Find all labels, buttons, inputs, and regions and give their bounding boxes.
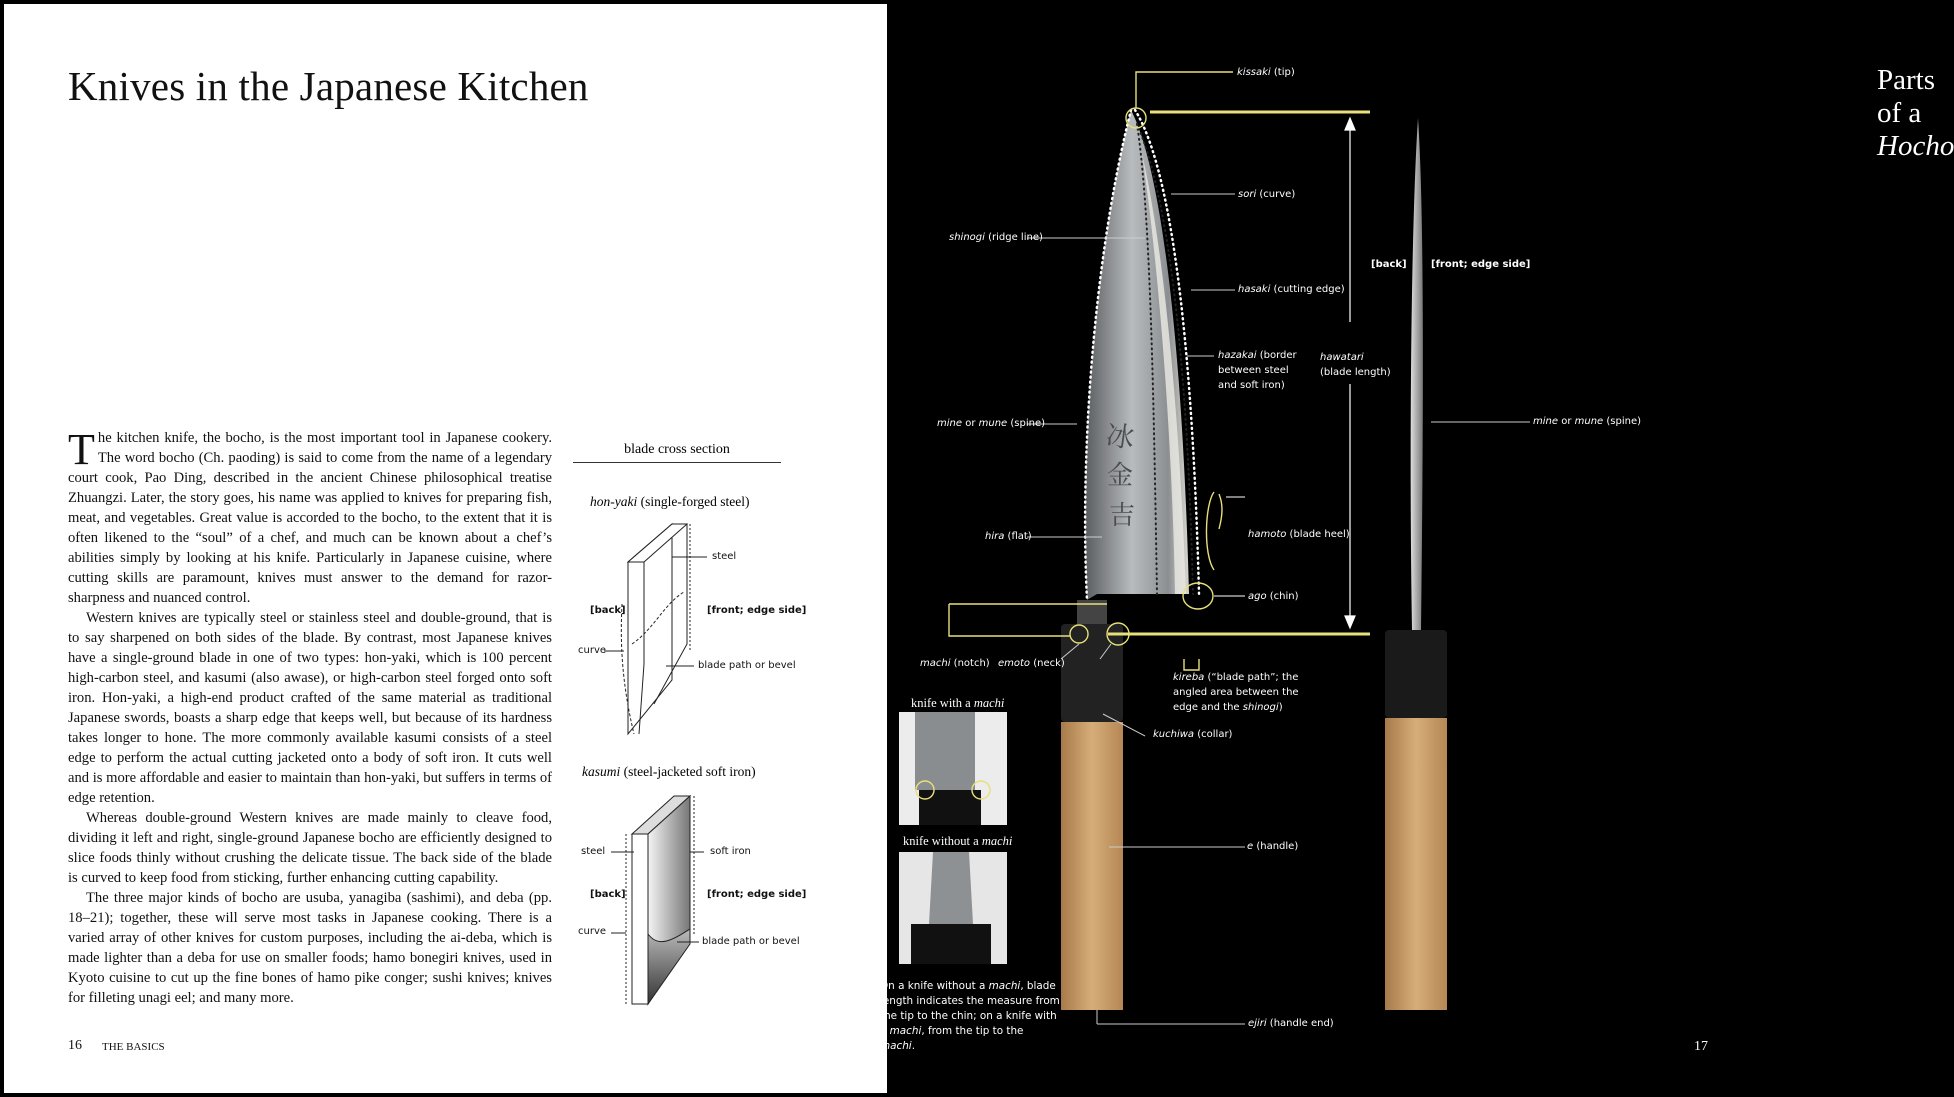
kasumi-heading: kasumi (steel-jacketed soft iron) [582, 764, 756, 779]
page-number-right: 17 [1694, 1039, 1708, 1054]
cs-label-steel: steel [712, 551, 737, 562]
paragraph-1: The kitchen knife, the bocho, is the most important tool in Japanese cookery. The word bocho (Ch. paoding) is said to come from the name of a legendary court cook, Pao Ding, described in the ancient Chinese philosophical treatise Zhuangzi. Later, the story goes, his name was applied to knives for preparing fish, meat, and vegetables. Great value is accorded to the bocho, to the extent that it is often likened to the “soul” of a chef, and much can be known about a chef’s abilities simply by looking at his knife. Particularly in Japanese cuisine, where cutting skills are paramount, knives must answer to the demand for razor-sharpness and nuanced control. [68, 425, 552, 606]
thin-knife-blade [1411, 118, 1423, 630]
label-kireba: kireba (“blade path”; the angled area between the edge and the shinogi) [1173, 672, 1299, 713]
paragraph-2: Western knives are typically steel or stainless steel and double-ground, that is to say sharpened on both sides of the blade. By contrast, most Japanese knives have a single-ground blade in one of two types: hon-yaki, which is 100 percent high-carbon steel, and kasumi (also awase), or high-carbon steel forged onto soft iron. Hon-yaki, a high-end product crafted of the same material as traditional Japanese swords, boasts a sharp edge that keeps well, but because of its hardness takes longer to hone. The more commonly available kasumi consists of a steel edge to perform the actual cutting jacketed onto a body of soft iron. It cuts well and is more affordable and easier to maintain than hon-yaki, but suffers in terms of edge retention. [68, 610, 552, 806]
running-footer: THE BASICS [102, 1041, 165, 1053]
label-back: [back] [1371, 259, 1407, 270]
collar [1061, 624, 1123, 722]
cs-label-curve: curve [578, 645, 607, 656]
cs-label-front: [front; edge side] [707, 605, 807, 616]
label-front: [front; edge side] [1431, 259, 1531, 270]
cs-label-curve-2: curve [578, 926, 607, 937]
paragraph-4: The three major kinds of bocho are usuba, yanagiba (sashimi), and deba (pp. 18–21); together, these will serve most tasks in Japanese cooking. There is a varied array of other knives for custom purposes, including the ai-deba, which is made lighter than a deba for use on smaller foods; hamo bonegiri knives, used in Kyoto cuisine to cut up the fine bones of hamo pike conger; sushi knives; knives for filleting unagi eel; and many more. [68, 890, 552, 1006]
label-hazakai: hazakai (border between steel and soft iron) [1218, 350, 1297, 391]
page-number-left: 16 [68, 1038, 82, 1053]
right-page [880, 4, 1954, 1093]
label-shinogi: shinogi (ridge line) [949, 232, 1043, 243]
label-ago: ago (chin) [1248, 591, 1299, 602]
paragraph-3: Whereas double-ground Western knives are made mainly to cleave food, dividing it left and right, single-ground Japanese bocho are efficiently designed to slice foods thinly without crushing the delicate tissue. The back side of the blade is curved to keep food from sticking, further enhancing cutting capability. [68, 810, 552, 886]
diagram-title: Parts of a Hocho [1877, 64, 1954, 162]
label-emoto: emoto (neck) [998, 658, 1065, 669]
cs-label-soft-iron: soft iron [710, 846, 751, 857]
handle [1061, 722, 1123, 1010]
label-hasaki: hasaki (cutting edge) [1238, 284, 1345, 295]
label-machi: machi (notch) [920, 658, 990, 669]
label-sori: sori (curve) [1238, 189, 1296, 200]
label-hira: hira (flat) [985, 531, 1032, 542]
honyaki-heading: hon-yaki (single-forged steel) [590, 494, 750, 509]
svg-text:金: 金 [1107, 461, 1134, 491]
inset-with-machi-caption: knife with a machi [911, 696, 1005, 710]
cross-section-diagram [4, 4, 887, 1093]
label-mine-right: mine or mune (spine) [1533, 416, 1641, 427]
cs-label-front-2: [front; edge side] [707, 889, 807, 900]
cross-section-title: blade cross section [573, 442, 781, 463]
drop-cap: T [68, 425, 95, 474]
label-e: e (handle) [1247, 841, 1299, 852]
label-ejiri: ejiri (handle end) [1248, 1018, 1334, 1029]
label-kuchiwa: kuchiwa (collar) [1153, 729, 1233, 740]
left-page [4, 4, 887, 1093]
cs-label-bevel-2: blade path or bevel [702, 936, 800, 947]
svg-text:冰: 冰 [1104, 418, 1137, 455]
label-hawatari: hawatari (blade length) [1320, 352, 1391, 378]
cs-label-bevel: blade path or bevel [698, 660, 796, 671]
cs-label-back-2: [back] [590, 889, 626, 900]
svg-text:吉: 吉 [1109, 501, 1136, 531]
knife-diagram [887, 4, 1768, 1093]
cs-label-steel-2: steel [581, 846, 606, 857]
blade-length-note: On a knife without a machi, blade length indicates the measure from the tip to the chin; on a knife with a machi, from the tip to the machi. [880, 980, 1060, 1052]
inset-without-machi [899, 852, 1007, 964]
inset-with-machi [899, 712, 1007, 825]
cs-label-back: [back] [590, 605, 626, 616]
page-title: Knives in the Japanese Kitchen [68, 63, 589, 109]
label-hamoto: hamoto (blade heel) [1248, 529, 1350, 540]
inset-without-machi-caption: knife without a machi [903, 834, 1013, 848]
label-kissaki: kissaki (tip) [1237, 67, 1295, 78]
label-mine-left: mine or mune (spine) [937, 418, 1045, 429]
